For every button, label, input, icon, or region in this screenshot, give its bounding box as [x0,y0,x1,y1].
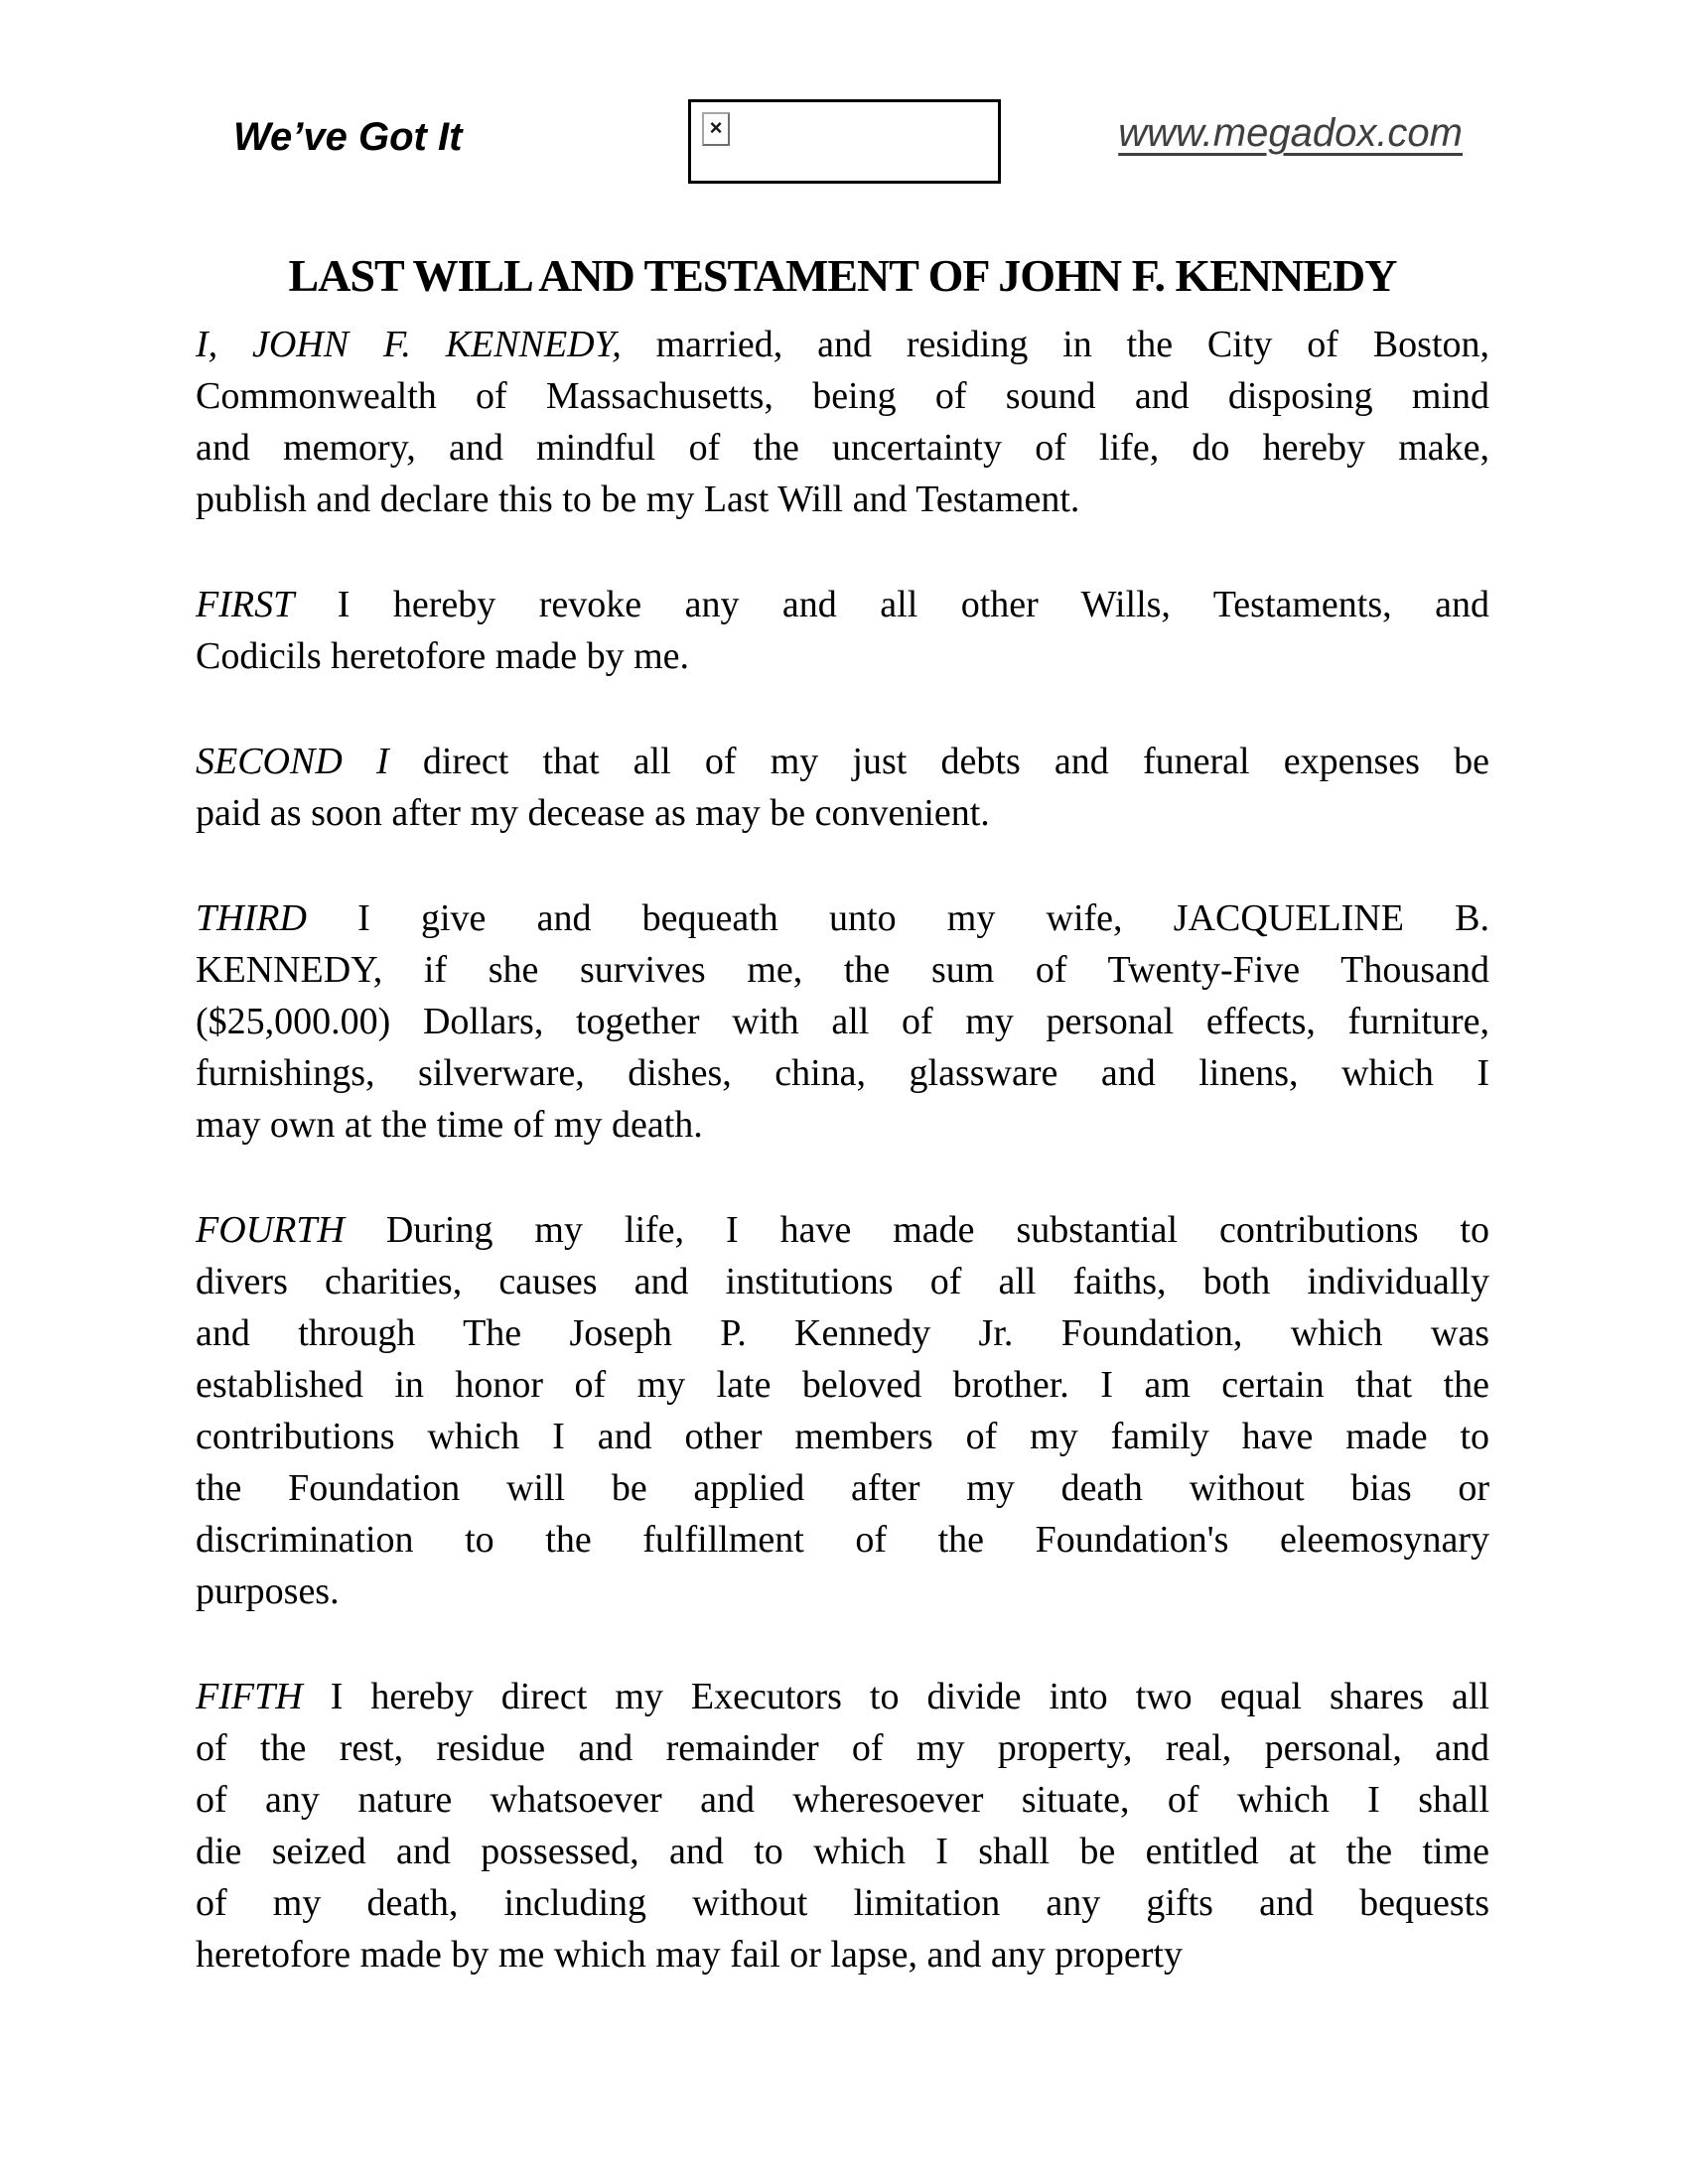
will-paragraph [196,1671,1489,1980]
paragraph-line: SECOND I direct that all of my just debts and funeral expenses be [196,741,1489,782]
paragraph-line: divers charities, causes and institutions of all faiths, both individually [196,1261,1489,1302]
paragraph-line: Commonwealth of Massachusetts, being of sound and disposing mind [196,375,1489,417]
site-link[interactable]: www.megadox.com [1118,111,1463,155]
paragraph-line: the Foundation will be applied after my death without bias or [196,1467,1489,1509]
paragraph-line: may own at the time of my death. [196,1104,703,1146]
paragraph-line: of the rest, residue and remainder of my property, real, personal, and [196,1727,1489,1769]
paragraph-line: paid as soon after my decease as may be convenient. [196,792,990,834]
will-paragraph [196,736,1489,839]
section-lead: FOURTH [196,1209,345,1251]
section-lead: I, JOHN F. KENNEDY, [196,324,622,365]
paragraph-line: of my death, including without limitation any gifts and bequests [196,1882,1489,1924]
paragraph-line: FIRST I hereby revoke any and all other Wills, Testaments, and [196,584,1489,625]
section-lead: FIRST [196,584,295,625]
image-placeholder [688,99,1001,184]
will-paragraph [196,579,1489,682]
will-paragraph [196,1204,1489,1617]
broken-image-icon [702,112,730,146]
paragraph-line: heretofore made by me which may fail or lapse, and any property [196,1934,1183,1976]
paragraph-line: contributions which I and other members of my family have made to [196,1416,1489,1457]
section-lead: FIFTH [196,1676,303,1717]
brand-logo-text: We’ve Got It [233,115,463,159]
paragraph-line: Codicils heretofore made by me. [196,635,690,677]
paragraph-line: KENNEDY, if she survives me, the sum of Twenty-Five Thousand [196,949,1489,991]
section-lead: SECOND I [196,741,389,782]
paragraph-line: publish and declare this to be my Last Will and Testament. [196,478,1080,520]
paragraphs [196,319,1489,1980]
paragraph-line: die seized and possessed, and to which I shall be entitled at the time [196,1831,1489,1872]
paragraph-line: purposes. [196,1570,340,1612]
paragraph-line: and through The Joseph P. Kennedy Jr. Foundation, which was [196,1312,1489,1354]
paragraph-line: ($25,000.00) Dollars, together with all of my personal effects, furniture, [196,1001,1489,1042]
paragraph-line: FOURTH During my life, I have made substantial contributions to [196,1209,1489,1251]
document-content [196,248,1489,1980]
document-title: LAST WILL AND TESTAMENT OF JOHN F. KENNEDY [288,250,1397,301]
section-lead: THIRD [196,897,307,939]
paragraph-line: FIFTH I hereby direct my Executors to divide into two equal shares all [196,1676,1489,1717]
paragraph-line: furnishings, silverware, dishes, china, glassware and linens, which I [196,1052,1489,1094]
paragraph-line: discrimination to the fulfillment of the Foundation's eleemosynary [196,1519,1489,1561]
paragraph-line: I, JOHN F. KENNEDY, married, and residing in the City of Boston, [196,324,1489,365]
paragraph-line: THIRD I give and bequeath unto my wife, JACQUELINE B. [196,897,1489,939]
paragraph-line: of any nature whatsoever and wheresoever situate, of which I shall [196,1779,1489,1821]
broken-image-x-glyph: × [709,115,723,140]
will-paragraph [196,892,1489,1151]
will-paragraph [196,319,1489,525]
paragraph-line: and memory, and mindful of the uncertainty of life, do hereby make, [196,427,1489,469]
paragraph-line: established in honor of my late beloved brother. I am certain that the [196,1364,1489,1406]
